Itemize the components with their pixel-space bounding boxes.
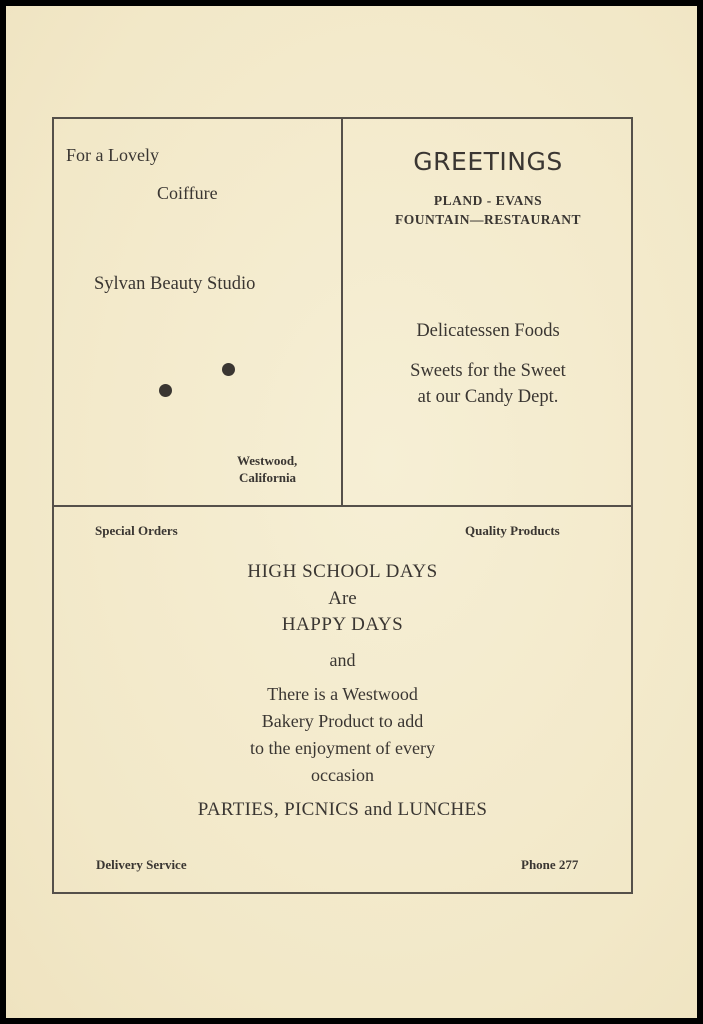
deli-text: Delicatessen Foods bbox=[416, 321, 560, 341]
phone-number: Phone 277 bbox=[521, 857, 579, 872]
body-line-1: There is a Westwood bbox=[267, 684, 418, 704]
advertisement-frame bbox=[52, 117, 633, 894]
delivery-service: Delivery Service bbox=[96, 857, 187, 872]
body-line-3: to the enjoyment of every bbox=[250, 738, 435, 758]
greetings-text: GREETINGS bbox=[413, 147, 563, 176]
sweets-line-2: at our Candy Dept. bbox=[417, 387, 559, 407]
headline-3: HAPPY DAYS bbox=[281, 614, 404, 635]
pland-evans-ad bbox=[343, 119, 633, 505]
sweets-line-1: Sweets for the Sweet bbox=[410, 361, 566, 381]
sylvan-tagline-2: Coiffure bbox=[157, 183, 218, 203]
ornament-dot bbox=[222, 363, 235, 376]
body-line-4: occasion bbox=[311, 765, 374, 785]
and-text: and bbox=[329, 650, 356, 670]
sylvan-ad bbox=[54, 119, 341, 505]
yearbook-page bbox=[6, 6, 697, 1018]
special-orders: Special Orders bbox=[95, 523, 178, 538]
headline-2: Are bbox=[328, 588, 357, 609]
body-line-2: Bakery Product to add bbox=[261, 711, 424, 731]
sylvan-city: Westwood, bbox=[237, 453, 298, 468]
ornament-dot bbox=[159, 384, 172, 397]
quality-products: Quality Products bbox=[465, 523, 560, 538]
events-line: PARTIES, PICNICS and LUNCHES bbox=[197, 799, 488, 820]
pland-evans-name: PLAND - EVANS bbox=[433, 193, 543, 208]
greetings-heading bbox=[343, 147, 633, 176]
bakery-ad bbox=[54, 507, 631, 894]
sylvan-state: California bbox=[239, 470, 297, 485]
sylvan-name: Sylvan Beauty Studio bbox=[94, 274, 256, 294]
pland-evans-type: FOUNTAIN—RESTAURANT bbox=[394, 212, 581, 227]
headline-1: HIGH SCHOOL DAYS bbox=[247, 561, 438, 582]
sylvan-tagline-1: For a Lovely bbox=[66, 145, 159, 165]
